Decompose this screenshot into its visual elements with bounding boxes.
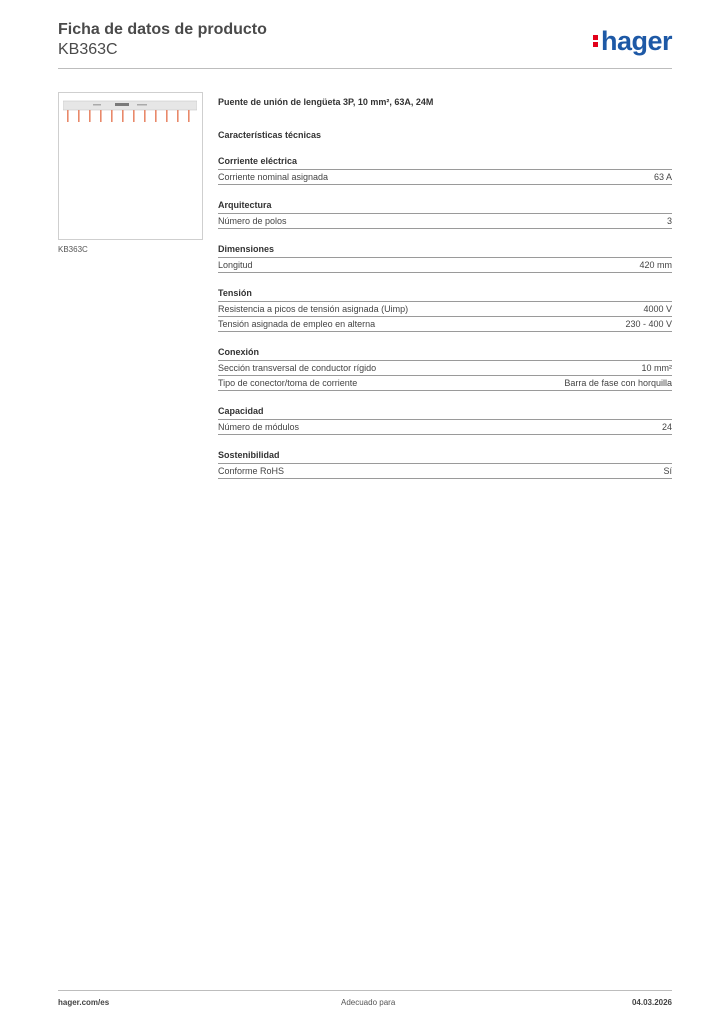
busbar-pin [122, 110, 124, 122]
logo-dots-icon [593, 33, 599, 49]
spec-label: Número de módulos [218, 422, 300, 432]
product-image [58, 92, 203, 240]
busbar-pin [78, 110, 80, 122]
spec-value: 230 - 400 V [625, 319, 672, 329]
product-description: Puente de unión de lengüeta 3P, 10 mm², 63A, 24M [218, 97, 434, 107]
busbar-pin [100, 110, 102, 122]
spec-row [218, 317, 672, 332]
spec-row [218, 258, 672, 273]
spec-label: Sección transversal de conductor rígido [218, 363, 377, 373]
busbar-pin [166, 110, 168, 122]
busbar-pin [144, 110, 146, 122]
datasheet-content [218, 96, 672, 479]
spec-row [218, 170, 672, 185]
spec-section-title: Tensión [218, 287, 672, 302]
spec-value: Sí [663, 466, 672, 476]
spec-section-title: Sostenibilidad [218, 449, 672, 464]
image-caption: KB363C [58, 245, 88, 254]
busbar-image-icon [63, 99, 197, 129]
header-divider [58, 68, 672, 69]
spec-label: Tipo de conector/toma de corriente [218, 378, 358, 388]
spec-section-title: Arquitectura [218, 199, 672, 214]
spec-row [218, 376, 672, 391]
product-reference: KB363C [58, 41, 118, 58]
document-title: Ficha de datos de producto [58, 21, 267, 38]
spec-label: Tensión asignada de empleo en alterna [218, 319, 376, 329]
spec-section-title: Corriente eléctrica [218, 155, 672, 170]
spec-sections [218, 155, 672, 479]
busbar-pin [111, 110, 113, 122]
spec-value: 420 mm [639, 260, 672, 270]
footer-center-text: Adecuado para [341, 998, 396, 1007]
spec-row [218, 464, 672, 479]
spec-value: 4000 V [643, 304, 672, 314]
spec-value: 3 [666, 216, 672, 226]
spec-section-title: Capacidad [218, 405, 672, 420]
spec-row [218, 361, 672, 376]
busbar-pin [89, 110, 91, 122]
spec-section [218, 449, 672, 479]
footer-website: hager.com/es [58, 998, 110, 1007]
spec-label: Número de polos [218, 216, 287, 226]
spec-label: Corriente nominal asignada [218, 172, 329, 182]
hager-logo [593, 26, 672, 57]
spec-section [218, 405, 672, 435]
spec-label: Conforme RoHS [218, 466, 285, 476]
spec-label: Resistencia a picos de tensión asignada (Uimp) [218, 304, 409, 314]
spec-row [218, 420, 672, 435]
spec-section [218, 346, 672, 391]
spec-section [218, 243, 672, 273]
spec-section [218, 199, 672, 229]
spec-value: 63 A [653, 172, 672, 182]
logo-text: hager [600, 26, 672, 56]
page-header [58, 20, 672, 60]
spec-section [218, 155, 672, 185]
spec-value: 10 mm² [641, 363, 672, 373]
spec-value: 24 [661, 422, 672, 432]
spec-row [218, 302, 672, 317]
technical-characteristics-heading: Características técnicas [218, 130, 322, 140]
busbar-pin [155, 110, 157, 122]
spec-section [218, 287, 672, 332]
busbar-pin [177, 110, 179, 122]
busbar-pin [133, 110, 135, 122]
spec-value: Barra de fase con horquilla [564, 378, 672, 388]
footer-divider [58, 990, 672, 991]
spec-row [218, 214, 672, 229]
spec-section-title: Dimensiones [218, 243, 672, 258]
busbar-pin [188, 110, 190, 122]
busbar-pin [67, 110, 69, 122]
spec-section-title: Conexión [218, 346, 672, 361]
spec-label: Longitud [218, 260, 253, 270]
footer-date: 04.03.2026 [631, 998, 672, 1007]
